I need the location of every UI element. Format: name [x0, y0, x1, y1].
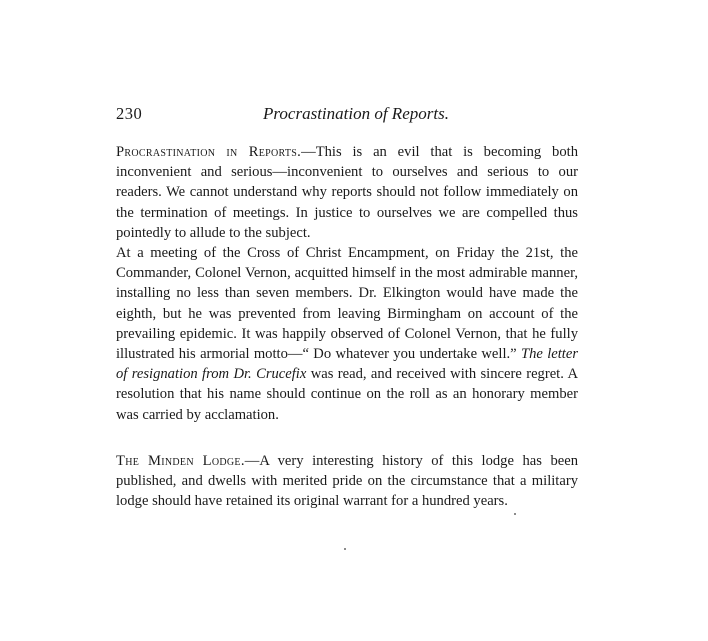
paragraph-text: —A very interesting history of this lodge has been published, and dwells with merited pride on the circumstance that a military lodge should have retained its original warrant for a hundred years.	[116, 453, 578, 510]
paragraph-procrastination	[116, 142, 578, 243]
paragraph-heading: Procrastination in Reports.	[116, 144, 302, 160]
page-number: 230	[116, 104, 143, 123]
paragraph-minden-lodge	[116, 451, 578, 512]
print-speck	[344, 548, 346, 550]
print-speck	[514, 513, 516, 515]
paragraph-text-continued: was read, and received with sincere regret. A resolution that his name should continue on the roll as an honorary member was carried by acclamation.	[116, 366, 578, 423]
paragraph-text: —This is an evil that is becoming both inconvenient and serious—inconvenient to ourselves and serious to our readers. We cannot understand why reports should not follow immediately on the termination of meetings. In justice to ourselves we are compelled thus pointedly to allude to the subject.	[116, 144, 578, 241]
paragraph-italic-text: The letter of resignation from Dr. Crucefix	[116, 346, 578, 383]
paragraph-text: At a meeting of the Cross of Christ Encampment, on Friday the 21st, the Commander, Colonel Vernon, acquitted himself in the most admirable manner, installing no less than seven members. Dr. Elkington would have made the eighth, but he was prevented from leaving Birmingham on account of the prevailing epidemic. It was happily observed of Colonel Vernon, that he fully illustrated his armorial motto—“ Do whatever you undertake well.”	[116, 245, 578, 363]
running-title: Procrastination of Reports.	[263, 104, 449, 123]
paragraph-heading: The Minden Lodge.	[116, 453, 245, 469]
page-header	[116, 104, 578, 128]
paragraph-cross-of-christ-encampment	[116, 243, 578, 425]
